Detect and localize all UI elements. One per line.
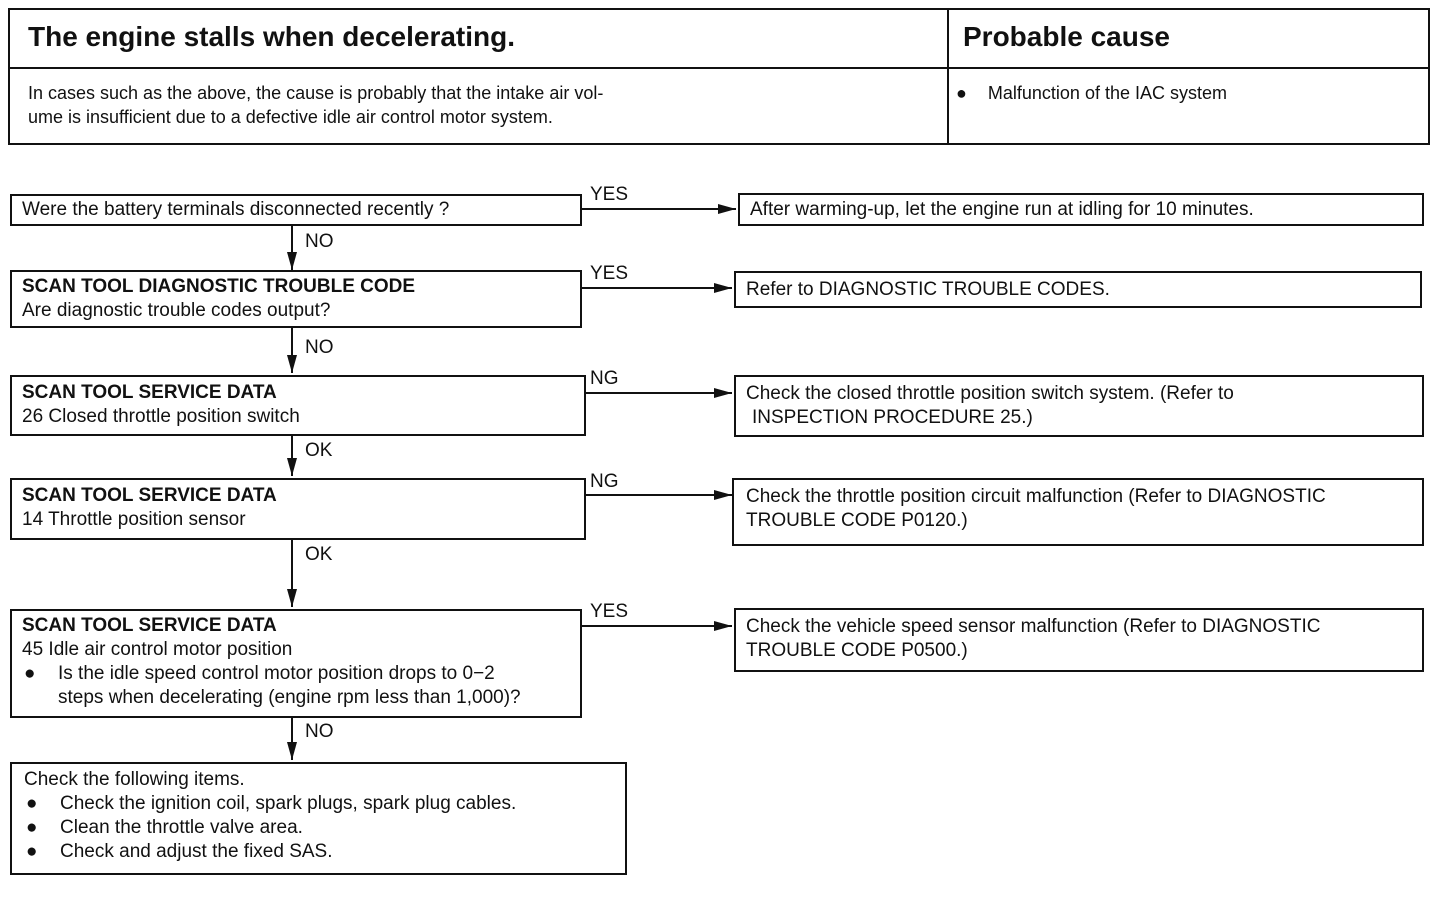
question-text: 14 Throttle position sensor [22, 509, 246, 530]
result-text: Refer to DIAGNOSTIC TROUBLE CODES. [746, 279, 1110, 300]
label-ok: OK [305, 544, 333, 565]
final-title: Check the following items. [24, 769, 245, 790]
question-bullet [22, 662, 570, 686]
bullet-icon: ● [24, 663, 36, 684]
final-item [24, 792, 613, 816]
question-title: SCAN TOOL DIAGNOSTIC TROUBLE CODE [22, 276, 416, 297]
label-yes: YES [590, 263, 629, 284]
probable-cause-heading: Probable cause [963, 21, 1170, 52]
question-title: SCAN TOOL SERVICE DATA [22, 615, 277, 636]
bullet-icon: ● [26, 817, 38, 838]
final-item-text: Clean the throttle valve area. [60, 817, 303, 838]
question-text: 26 Closed throttle position switch [22, 406, 300, 427]
result-line-1: Check the closed throttle position switch system. (Refer to [746, 383, 1234, 404]
page-title: The engine stalls when decelerating. [28, 21, 516, 52]
question-closed-throttle-switch [10, 375, 586, 436]
question-text: Are diagnostic trouble codes output? [22, 300, 331, 321]
label-no: NO [305, 231, 334, 252]
result-line-1: Check the throttle position circuit malfunction (Refer to DIAGNOSTIC [746, 486, 1326, 507]
description-line-1: In cases such as the above, the cause is probably that the intake air vol- [28, 83, 604, 103]
result-warm-up-idle [738, 193, 1424, 226]
label-yes: YES [590, 601, 629, 622]
final-item [24, 816, 613, 840]
label-yes: YES [590, 184, 629, 205]
final-item-text: Check and adjust the fixed SAS. [60, 841, 333, 862]
label-ng: NG [590, 368, 619, 389]
bullet-icon: ● [26, 793, 38, 814]
question-title: SCAN TOOL SERVICE DATA [22, 485, 277, 506]
question-text: Were the battery terminals disconnected recently ? [22, 199, 450, 220]
label-no: NO [305, 337, 334, 358]
label-no: NO [305, 721, 334, 742]
question-title: SCAN TOOL SERVICE DATA [22, 382, 277, 403]
final-check-items [10, 762, 627, 875]
result-line-2: TROUBLE CODE P0500.) [746, 640, 968, 661]
result-refer-dtc [734, 271, 1422, 308]
description-line-2: ume is insufficient due to a defective idle air control motor system. [28, 107, 553, 127]
final-item-text: Check the ignition coil, spark plugs, spark plug cables. [60, 793, 517, 814]
result-throttle-circuit-check [732, 478, 1424, 546]
question-battery-disconnected [10, 194, 582, 226]
result-line-2: TROUBLE CODE P0120.) [746, 510, 968, 531]
question-diagnostic-codes [10, 270, 582, 328]
label-ng: NG [590, 471, 619, 492]
bullet-line-1: Is the idle speed control motor position drops to 0−2 [58, 663, 495, 684]
bullet-line-2: steps when decelerating (engine rpm less than 1,000)? [58, 687, 521, 708]
result-closed-throttle-check [734, 375, 1424, 437]
result-text: After warming-up, let the engine run at idling for 10 minutes. [750, 199, 1254, 220]
result-line-2: INSPECTION PROCEDURE 25.) [752, 407, 1033, 428]
result-line-1: Check the vehicle speed sensor malfunction (Refer to DIAGNOSTIC [746, 616, 1321, 637]
question-throttle-position-sensor [10, 478, 586, 540]
question-text: 45 Idle air control motor position [22, 639, 293, 660]
bullet-icon: ● [26, 841, 38, 862]
bullet-icon: ● [956, 83, 967, 103]
question-idle-air-control-motor [10, 609, 582, 718]
label-ok: OK [305, 440, 333, 461]
cause-item-text: Malfunction of the IAC system [987, 83, 1227, 103]
final-item [24, 840, 613, 864]
result-vehicle-speed-check [734, 608, 1424, 672]
